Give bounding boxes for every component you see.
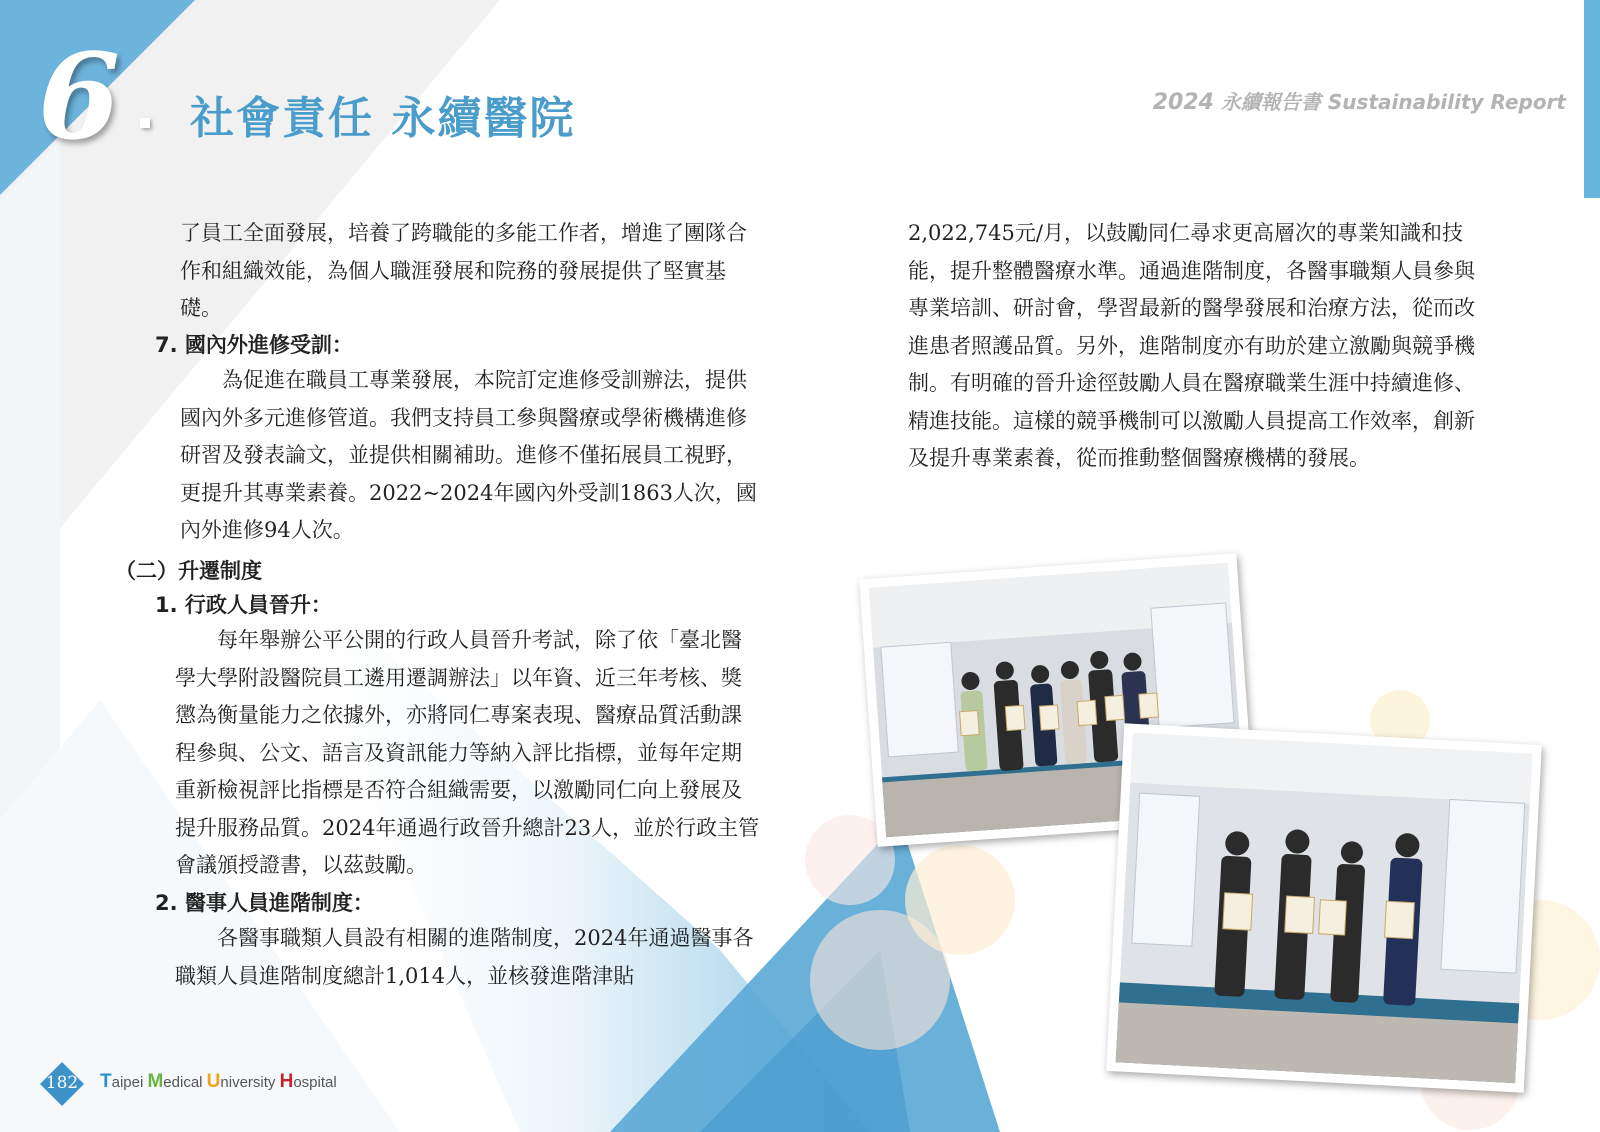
- item-7-body: 為促進在職員工專業發展，本院訂定進修受訓辦法，提供國內外多元進修管道。我們支持員工參與醫療或學術機構進修研習及發表論文，並提供相關補助。進修不僅拓展員工視野，更提升其專業素養。2022~2024年國內外受訓1863人次，國內外進修94人次。: [180, 368, 757, 542]
- award-photo-2-image: [1116, 733, 1533, 1083]
- item-1-body-block: [175, 622, 760, 885]
- chapter-title: 社會責任 永續醫院: [190, 93, 576, 144]
- brand-ospital: ospital: [293, 1074, 337, 1091]
- brand-niversity: niversity: [220, 1074, 280, 1091]
- item-2: [155, 885, 760, 923]
- hospital-brand: [100, 1071, 337, 1093]
- item-2-body-block: [175, 920, 760, 995]
- award-photo-2: [1106, 723, 1542, 1092]
- right-paragraph: 2,022,745元/月，以鼓勵同仁尋求更高層次的專業知識和技能，提升整體醫療水準。通過進階制度，各醫事職類人員參與專業培訓、研討會，學習最新的醫學發展和治療方法，從而改進患者照護品質。另外，進階制度亦有助於建立激勵與競爭機制。有明確的晉升途徑鼓勵人員在醫療職業生涯中持續進修、精進技能。這樣的競爭機制可以激勵人員提高工作效率，創新及提升專業素養，從而推動整個醫療機構的發展。: [908, 221, 1475, 470]
- item-1-body: 每年舉辦公平公開的行政人員晉升考試，除了依「臺北醫學大學附設醫院員工遴用遷調辦法」以年資、近三年考核、獎懲為衡量能力之依據外，亦將同仁專案表現、醫療品質活動課程參與、公文、語言及資訊能力等納入評比指標，並每年定期重新檢視評比指標是否符合組織需要，以激勵同仁向上發展及提升服務品質。2024年通過行政晉升總計23人，並於行政主管會議頒授證書，以茲鼓勵。: [175, 628, 760, 877]
- item-2-heading: 2. 醫事人員進階制度：: [155, 891, 374, 915]
- page-number: 182: [45, 1073, 79, 1093]
- report-year: 2024: [1152, 90, 1214, 115]
- side-tab: [1584, 0, 1600, 198]
- brand-m: M: [147, 1071, 164, 1092]
- brand-h: H: [279, 1071, 294, 1092]
- section-2: [115, 552, 755, 590]
- left-column: [180, 215, 760, 328]
- item-7-heading: 7. 國內外進修受訓：: [155, 333, 353, 357]
- paragraph-continued: 了員工全面發展，培養了跨職能的多能工作者，增進了團隊合作和組織效能，為個人職涯發展和院務的發展提供了堅實基礎。: [180, 221, 747, 320]
- item-7-body-block: [180, 362, 760, 550]
- brand-u: U: [206, 1071, 221, 1092]
- brand-aipei: aipei: [111, 1074, 148, 1091]
- chapter-number: 6: [38, 27, 121, 166]
- item-1-heading: 1. 行政人員晉升：: [155, 593, 332, 617]
- report-title: [1153, 86, 1566, 115]
- report-title-text: 永續報告書 Sustainability Report: [1220, 90, 1566, 114]
- item-1: [155, 587, 760, 625]
- brand-edical: edical: [163, 1074, 207, 1091]
- section-2-heading: （二）升遷制度: [115, 558, 262, 583]
- item-2-body: 各醫事職類人員設有相關的進階制度，2024年通過醫事各職類人員進階制度總計1,014人，並核發進階津貼: [175, 926, 754, 988]
- item-7: [155, 327, 760, 365]
- right-column: [908, 215, 1494, 478]
- chapter-number-dot: [140, 118, 150, 128]
- brand-t: T: [100, 1071, 112, 1092]
